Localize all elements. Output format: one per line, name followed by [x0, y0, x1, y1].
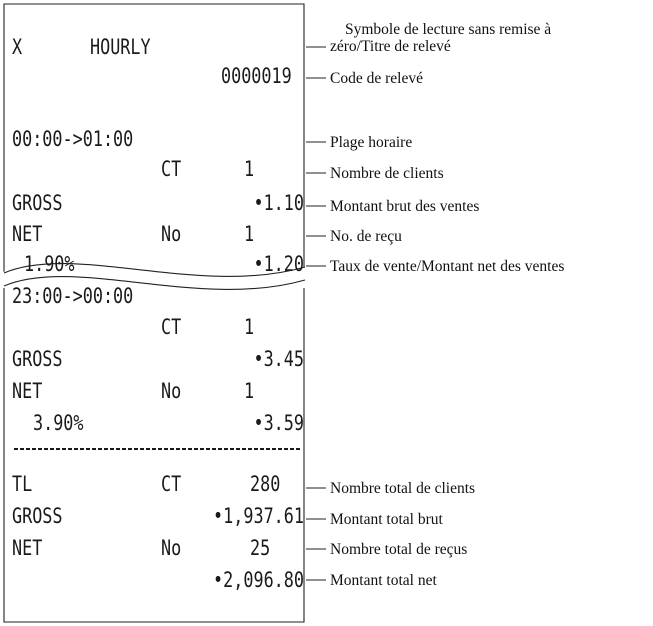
- label-total-customers: Nombre total de clients: [330, 480, 476, 497]
- net-label-first: NET: [12, 222, 43, 247]
- label-gross-sales: Montant brut des ventes: [330, 198, 480, 215]
- annotation-leaders: [306, 47, 326, 580]
- ct-value-last: 1: [244, 315, 255, 340]
- no-label-first: No: [161, 222, 182, 247]
- rate-first: 1.90%: [24, 252, 75, 277]
- annotation-labels: [330, 21, 564, 589]
- report-code: 0000019: [221, 64, 292, 89]
- label-total-gross: Montant total brut: [330, 511, 443, 528]
- label-receipt-number: No. de reçu: [330, 228, 402, 245]
- read-mode-symbol: X: [12, 35, 23, 60]
- gross-value-first: •1.10: [253, 191, 304, 216]
- total-label: TL: [12, 472, 33, 497]
- report-title: HOURLY: [90, 35, 151, 60]
- gross-value-last: •3.45: [253, 347, 304, 372]
- label-reset-symbol-title-line1: Symbole de lecture sans remise à: [345, 21, 552, 38]
- rate-last: 3.90%: [33, 411, 84, 436]
- label-time-range: Plage horaire: [330, 134, 413, 151]
- gross-label-last: GROSS: [12, 347, 63, 372]
- total-ct-value: 280: [250, 472, 281, 497]
- label-reset-symbol-title-line2: zéro/Titre de relevé: [330, 38, 451, 55]
- label-total-net: Montant total net: [330, 572, 437, 589]
- total-ct-label: CT: [161, 472, 182, 497]
- label-report-code: Code de relevé: [330, 70, 423, 87]
- receipt-paper: [4, 4, 304, 622]
- ct-value-first: 1: [244, 157, 255, 182]
- ct-label-first: CT: [161, 157, 182, 182]
- gross-label-first: GROSS: [12, 191, 63, 216]
- total-gross-value: •1,937.61: [213, 504, 304, 529]
- net-value-last: •3.59: [253, 411, 304, 436]
- total-no-label: No: [161, 536, 182, 561]
- time-range-first: 00:00->01:00: [12, 127, 134, 152]
- total-no-value: 25: [250, 536, 271, 561]
- no-value-first: 1: [244, 222, 255, 247]
- label-total-receipts: Nombre total de reçus: [330, 541, 468, 558]
- total-net-value: •2,096.80: [213, 568, 304, 593]
- ct-label-last: CT: [161, 315, 182, 340]
- time-range-last: 23:00->00:00: [12, 284, 134, 309]
- label-customer-count: Nombre de clients: [330, 165, 444, 182]
- net-label-last: NET: [12, 379, 43, 404]
- no-value-last: 1: [244, 379, 255, 404]
- no-label-last: No: [161, 379, 182, 404]
- label-rate-net-sales: Taux de vente/Montant net des ventes: [330, 258, 565, 275]
- receipt-text: [12, 35, 304, 592]
- net-value-first: •1.20: [253, 252, 304, 277]
- total-net-label: NET: [12, 536, 43, 561]
- total-gross-label: GROSS: [12, 504, 63, 529]
